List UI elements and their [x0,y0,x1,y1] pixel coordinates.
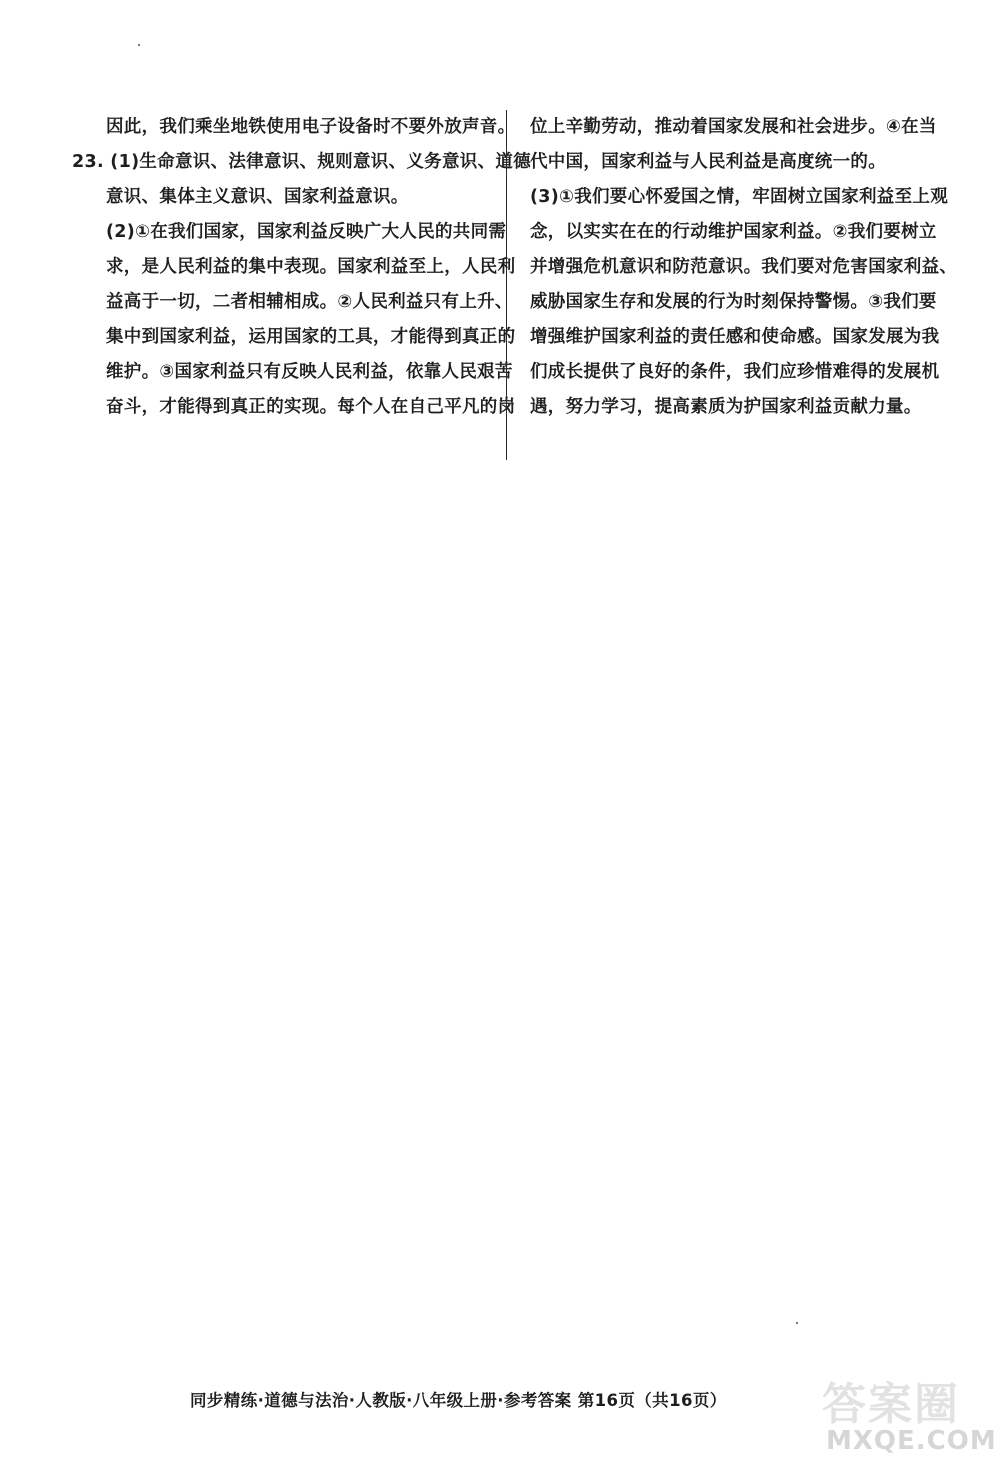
text-line: 集中到国家利益，运用国家的工具，才能得到真正的 [106,327,516,347]
text-line: 奋斗，才能得到真正的实现。每个人在自己平凡的岗 [106,397,516,417]
question-23-line: 23. (1)生命意识、法律意识、规则意识、义务意识、道德 [72,152,531,172]
text-line: 遇，努力学习，提高素质为护国家利益贡献力量。 [530,397,922,417]
text-line: (3)①我们要心怀爱国之情，牢固树立国家利益至上观 [530,187,948,207]
text-line: (2)①在我们国家，国家利益反映广大人民的共同需 [106,222,507,242]
scan-speck [138,44,140,46]
watermark-main-text: 答案圈 [822,1379,960,1430]
page-footer: 同步精练·道德与法治·人教版·八年级上册·参考答案 第16页（共16页） [190,1391,727,1410]
text-line: 增强维护国家利益的责任感和使命感。国家发展为我 [530,327,940,347]
text-line: 并增强危机意识和防范意识。我们要对危害国家利益、 [530,257,958,277]
watermark-logo [818,1368,997,1464]
text-line: 维护。③国家利益只有反映人民利益，依靠人民艰苦 [106,362,513,382]
text-line: 代中国，国家利益与人民利益是高度统一的。 [530,152,886,172]
right-column [530,110,958,425]
left-column [72,110,531,425]
column-divider [506,110,507,460]
text-line: 威胁国家生存和发展的行为时刻保持警惕。③我们要 [530,292,937,312]
scan-speck [796,1322,798,1324]
text-line: 益高于一切，二者相辅相成。②人民利益只有上升、 [106,292,513,312]
text-line: 们成长提供了良好的条件，我们应珍惜难得的发展机 [530,362,940,382]
text-line: 意识、集体主义意识、国家利益意识。 [106,187,409,207]
text-line: 念，以实实在在的行动维护国家利益。②我们要树立 [530,222,937,242]
text-line: 因此，我们乘坐地铁使用电子设备时不要外放声音。 [106,117,516,137]
text-line: 位上辛勤劳动，推动着国家发展和社会进步。④在当 [530,117,937,137]
text-line: 求，是人民利益的集中表现。国家利益至上，人民利 [106,257,516,277]
watermark-site-text: MXQE.COM [826,1426,997,1456]
